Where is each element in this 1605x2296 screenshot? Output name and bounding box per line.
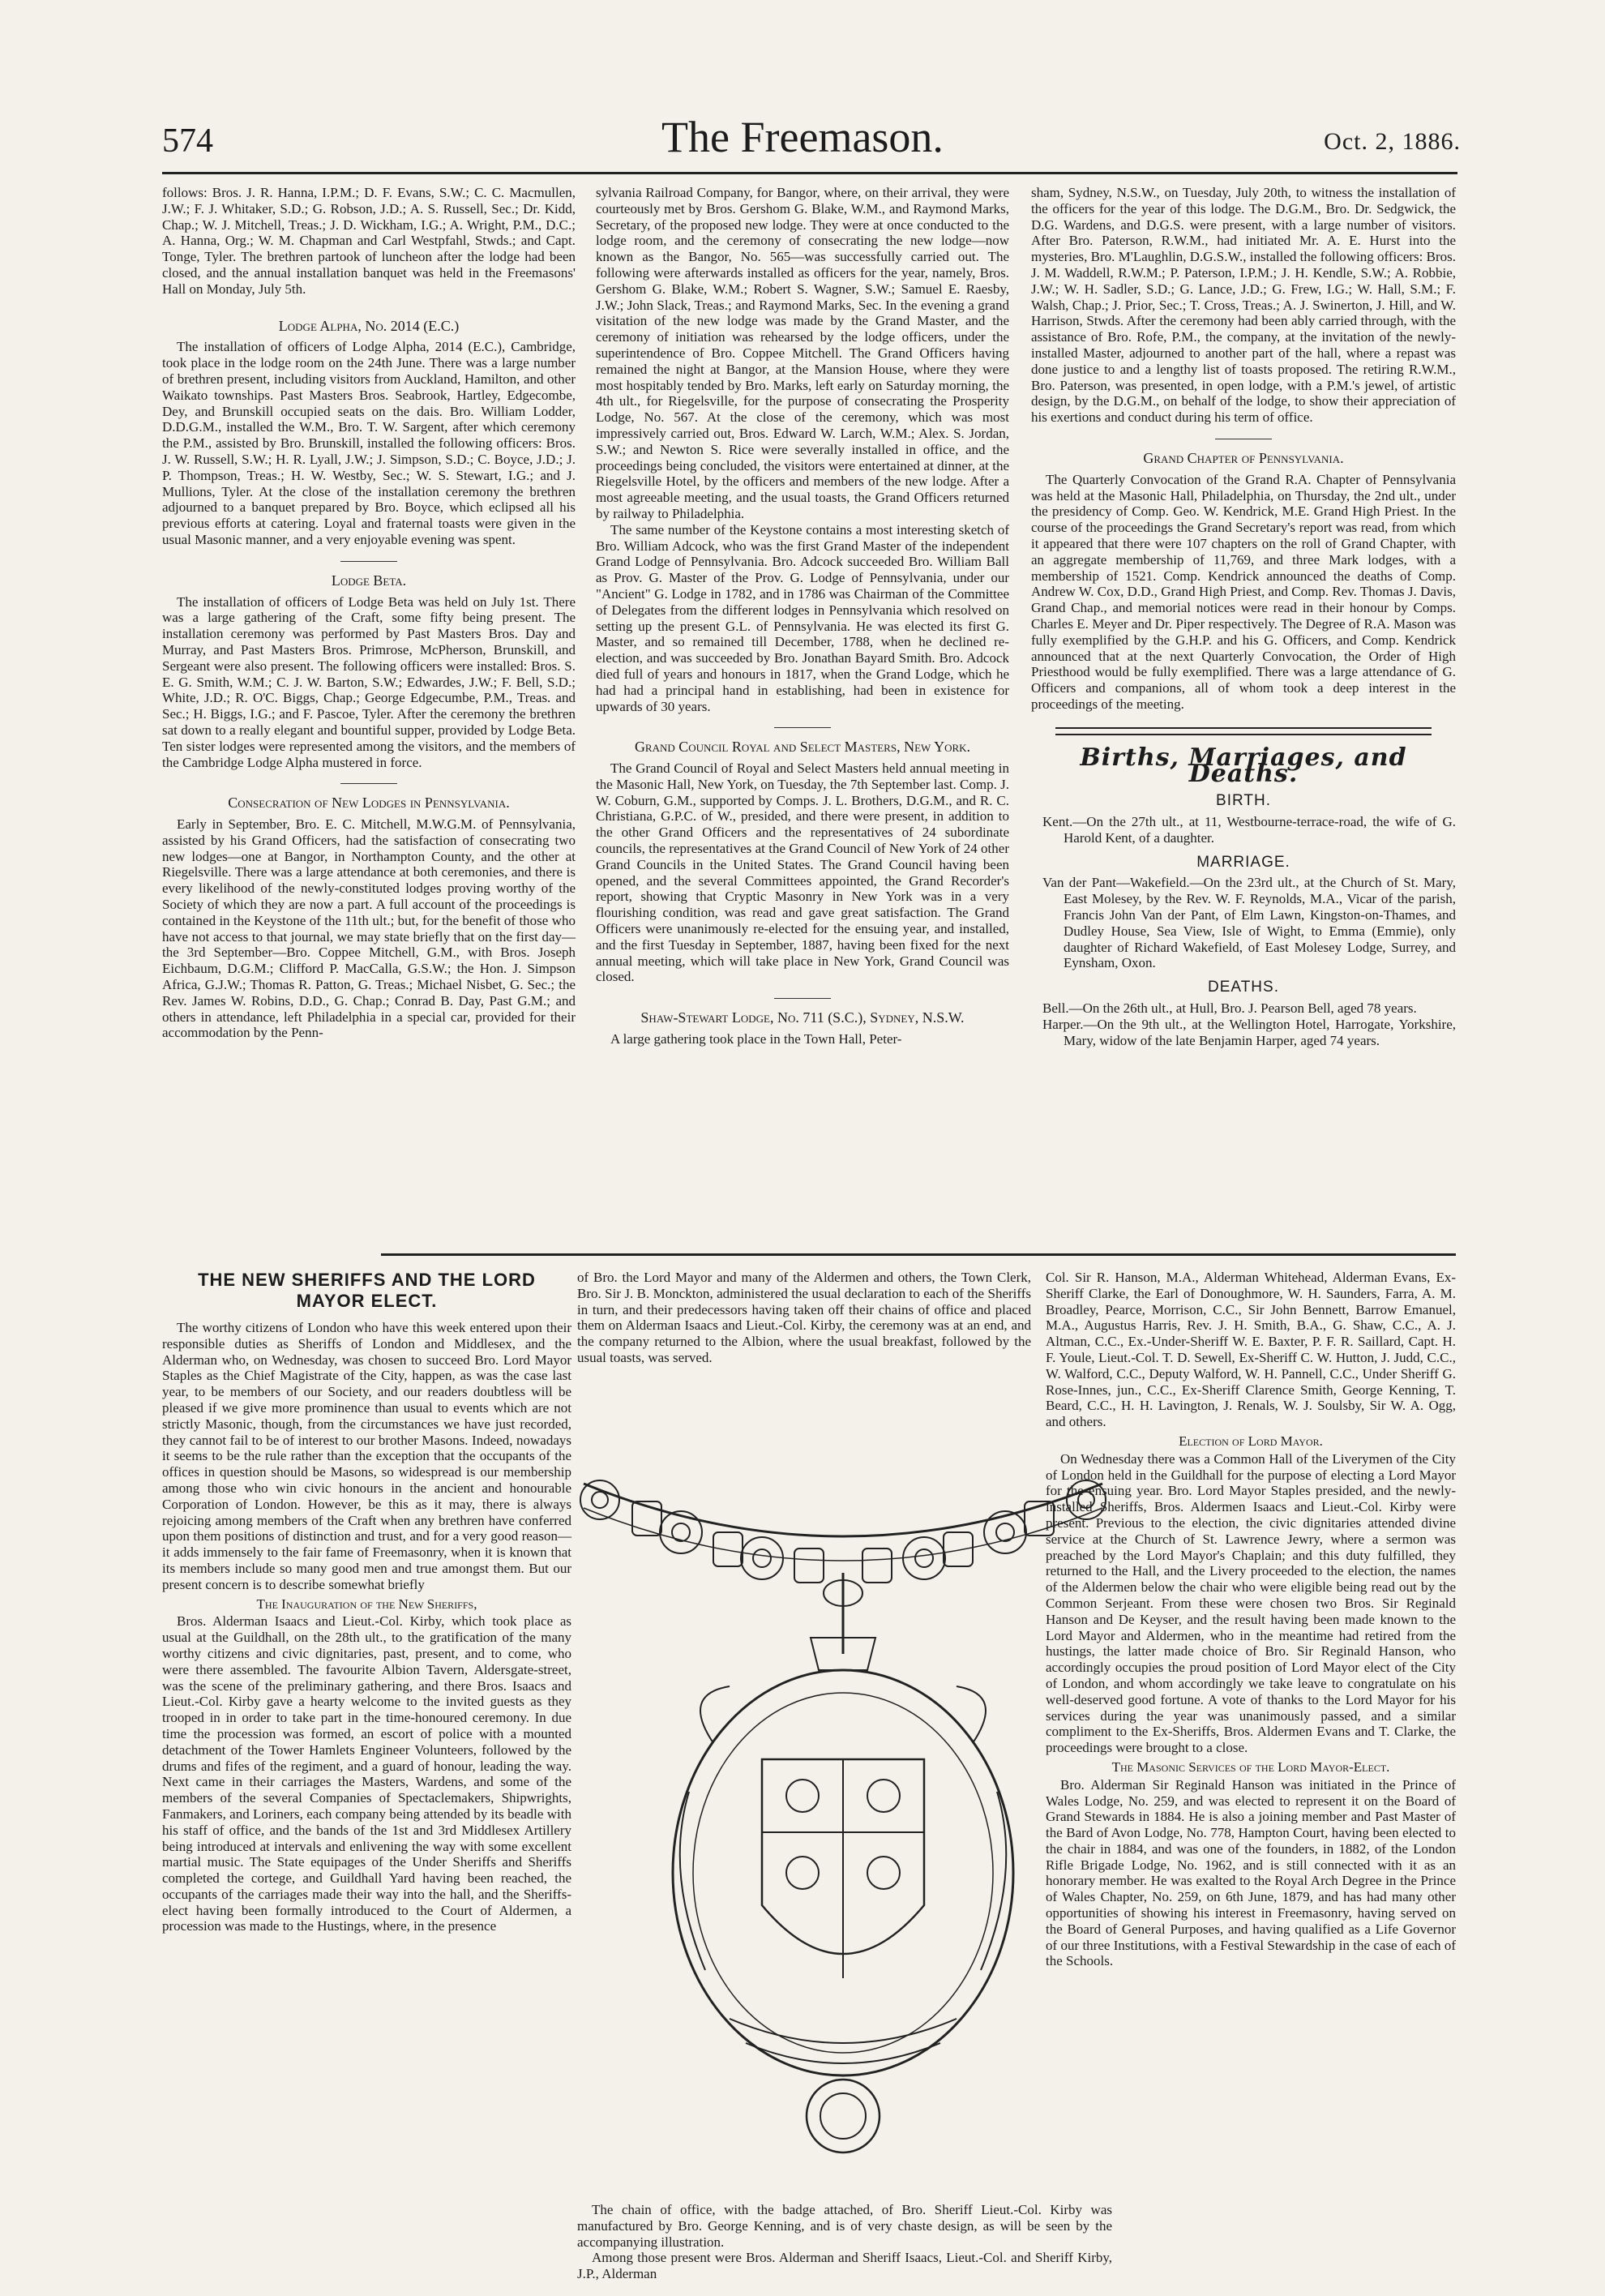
marriage-label: MARRIAGE. <box>1196 853 1290 871</box>
deaths-label: DEATHS. <box>1208 979 1279 996</box>
grand-council-heading: Grand Council Royal and Select Masters, New York. <box>634 739 971 756</box>
attendees-continued: Col. Sir R. Hanson, M.A., Alderman Whitehead, Alderman Evans, Ex-Sheriff Clarke, the Earl of Donoughmore, W. H. Saunders, Farra, A. M. Broadley, Pearce, Morrison, C.C., Sir John Bennett, Barrow Emanuel, M.A., Augustus Harris, Rev. J. H. Smith, B.A., G. Shaw, C.C., A. J. Altman, C.C., Ex.-Under-Sheriff W. E. Baxter, P. F. R. Saillard, Capt. H. F. Youle, Lieut.-Col. T. D. Sewell, Ex-Sheriff C. W. Hutton, J. Judd, C.C., W. Walford, C.C., Deputy Walford, W. H. Pannell, C.C., Under Sheriff G. Rose-Innes, jun., C.C., Ex-Sheriff Clarence Smith, George Kenning, T. Beard, C.C., H. H. Lavington, J. Renals, W. J. Soulsby, Sir W. A. Ogg, and others. <box>1046 1270 1456 1430</box>
death-entry: Harper.—On the 9th ult., at the Wellington Hotel, Harrogate, Yorkshire, Mary, widow of the late Benjamin Harper, aged 74 years. <box>1042 1016 1456 1048</box>
lodge-alpha-text: The installation of officers of Lodge Alpha, 2014 (E.C.), Cambridge, took place in the lodge room on the 24th June. There was a large number of brethren present, including visitors from Auckland, Hamilton, and other Waikato townships. Past Masters Bros. Seabrook, Hartley, Edgecombe, Dey, and Brunskill occupied seats on the dais. Bro. William Lodder, D.D.G.M., installed the W.M., Bro. T. W. Sargent, after which ceremony the P.M., assisted by Bro. Brunskill, installed the following officers: Bros. J. W. Russell, S.W.; H. R. Lyall, J.W.; J. Simpson, S.D.; C. Boyce, J.D.; J. P. Thompson, Treas.; H. W. Westby, Sec.; W. S. Stewart, I.G.; and J. Mullions, Tyler. At the close of the installation ceremony the brethren adjourned to a banquet prepared by Bro. Boyce, which eclipsed all his previous efforts at catering. Loyal and fraternal toasts were given in the usual Masonic manner, and a very enjoyable evening was spent. <box>162 339 576 547</box>
lower-column-1 <box>162 1270 571 1934</box>
election-text: On Wednesday there was a Common Hall of the Liverymen of the City of London held in the Guildhall for the purpose of electing a Lord Mayor for the ensuing year. Bro. Lord Mayor Staples presided, and the newly-installed Sheriffs, Bros. Aldermen Isaacs and Lieut.-Col. Kirby were present. Previous to the election, the civic dignitaries attended divine service at the Church of St. Lawrence Jewry, where a sermon was preached by the Lord Mayor's Chaplain; and this duty fulfilled, they returned to the Hall, and the Livery proceeded to the election, the names of the Aldermen below the chair who were eligible being read out by the Common Serjeant. From these were chosen two Bros. Sir Reginald Hanson and De Keyser, and the result having been made known to the Lord Mayor and Aldermen, who in the meantime had retired from the hustings, the latter made choice of Bro. Sir Reginald Hanson, who accordingly occupies the proud position of Lord Mayor elect of the City of London, and whom accordingly we take leave to congratulate on his well-deserved good fortune. A vote of thanks to the Lord Mayor for his services during the year was unanimously passed, and a similar compliment to the Ex-Sheriffs, Bros. Aldermen Evans and T. Clarke, the proceedings were brought to a close. <box>1046 1450 1456 1756</box>
shaw-stewart-heading: Shaw-Stewart Lodge, No. 711 (S.C.), Sydney, N.S.W. <box>640 1009 965 1026</box>
death-entry: Bell.—On the 26th ult., at Hull, Bro. J. Pearson Bell, aged 78 years. <box>1042 1000 1417 1017</box>
election-heading: Election of Lord Mayor. <box>1179 1433 1323 1449</box>
pennsylvania-heading: Consecration of New Lodges in Pennsylvania. <box>228 795 510 812</box>
grand-chapter-text: The Quarterly Convocation of the Grand R.A. Chapter of Pennsylvania was held at the Masonic Hall, Philadelphia, on Thursday, the 2nd ult., under the presidency of Comp. Geo. W. Kendrick, M.E. Grand High Priest. In the course of the proceedings the Grand Secretary's report was read, from which it appeared that there were 107 chapters on the roll of Grand Chapter, with an aggregate membership of 11,769, and three Mark lodges, with a membership of 1521. Comp. Kendrick announced the deaths of Comp. Andrew W. Cox, D.D., Grand High Priest, and Comp. Rev. Thomas J. Davis, Grand Chap., and memorial notices were read in their honour by Comps. Charles E. Meyer and Dr. Piper respectively. The Degree of R.A. Mason was fully exemplified by the G.H.P. and his G. Officers, and Comp. Kendrick announced that at the next Quarterly Convocation, the Order of High Priesthood would be fully exemplified. There was a large attendance of G. Officers and companions, all of whom took a deep interest in the proceedings of the meeting. <box>1031 471 1456 712</box>
masonic-services-text: Bro. Alderman Sir Reginald Hanson was initiated in the Prince of Wales Lodge, No. 259, and was elected to represent it on the Board of Grand Stewards in 1884. He is also a joining member and Past Master of the Bard of Avon Lodge, No. 778, Hampton Court, having been elected to the chair in 1884, and was one of the founders, in 1882, of the London Rifle Brigade Lodge, No. 1962, and is still connected with it as an honorary member. He was exalted to the Royal Arch Degree in the Prince of Wales Chapter, No. 259, on 6th June, 1879, and has had many other opportunities of showing his interest in Freemasonry, having served on the Board of General Purposes, and having qualified as a Life Governor of our three Institutions, with a Festival Stewardship in the case of each of the Schools. <box>1046 1776 1456 1969</box>
marriage-entry: Van der Pant—Wakefield.—On the 23rd ult., at the Church of St. Mary, East Molesey, by the Rev. W. F. Reynolds, M.A., Vicar of the parish, Francis John Van der Pant, of Elm Lawn, Kingston-on-Thames, and Dudley House, Sea View, Isle of Wight, to Emma (Emmie), only daughter of Richard Wakefield, of East Molesey Lodge, Surrey, and Eynsham, Oxon. <box>1042 875 1456 971</box>
double-rule <box>1055 727 1432 735</box>
inauguration-heading: The Inauguration of the New Sheriffs, <box>256 1596 477 1612</box>
lower-column-2 <box>577 1270 1031 1366</box>
section-rule <box>381 1253 1456 1256</box>
column-1-intro: follows: Bros. J. R. Hanna, I.P.M.; D. F. Evans, S.W.; C. C. Macmullen, J.W.; F. J. Whitaker, S.D.; G. Robson, J.D.; A. S. Russell, Sec.; Dr. Kidd, Chap.; W. J. Mitchell, Treas.; J. D. Wickham, I.G.; A. Wright, P.M., D.C.; A. Hanna, Org.; W. M. Chapman and Carl Westpfahl, Stwds.; and Capt. Tonge, Tyler. The brethren partook of luncheon after the lodge had been closed, and the annual installation banquet was held in the Freemasons' Hall on Monday, July 5th. <box>162 185 576 297</box>
chain-of-office-illustration <box>567 1451 1119 2197</box>
inauguration-text: Bros. Alderman Isaacs and Lieut.-Col. Kirby, which took place as usual at the Guildhall, on the 28th ult., to the gratification of the many worthy citizens and civic dignitaries, past, present, and to come, who were there assembled. The favourite Albion Tavern, Aldersgate-street, was the scene of the preliminary gathering, and there Bros. Isaacs and Lieut.-Col. Kirby gave a hearty welcome to the invited guests as they trooped in in order to take part in the time-honoured ceremony. In due time the procession was formed, an escort of police with a mounted detachment of the Tower Hamlets Engineer Volunteers, followed by the drums and fifes of the regiment, and a guard of honour, leading the way. Next came in their carriages the Masters, Wardens, and some of the members of the several Companies of Spectaclemakers, Shipwrights, Fanmakers, and Loriners, each company being attended by its beadle with his staff of office, and the bands of the 1st and 3rd Middlesex Artillery being introduced at intervals and enlivening the way with some excellent martial music. The State equipages of the Under Sheriffs and Sheriffs completed the cortege, and Guildhall Yard having been reached, the occupants of the carriages made their way into the hall, and the Sheriffs-elect having been formally introduced to the Court of Aldermen, a procession was made to the Hustings, where, in the presence <box>162 1613 571 1934</box>
lodge-beta-text: The installation of officers of Lodge Beta was held on July 1st. There was a large gathering of the Craft, some fifty being present. The installation ceremony was performed by Past Masters Bros. Day and Murray, and Past Masters Bros. Primrose, McPherson, Brunskill, and Sergeant were also present. The following officers were installed: Bros. S. E. G. Smith, W.M.; C. J. W. Barton, S.W.; Edwardes, J.W.; F. Bell, S.D.; White, J.D.; R. O'C. Biggs, Chap.; George Edgecumbe, P.M., Treas. and Sec.; H. Biggs, I.G.; and F. Pascoe, Tyler. After the ceremony the brethren sat down to a really elegant and bountiful supper, provided by Lodge Beta. Ten sister lodges were represented among the visitors, and the members of the Cambridge Lodge Alpha mustered in force. <box>162 593 576 770</box>
article-title: THE NEW SHERIFFS AND THE LORD MAYOR ELECT. <box>198 1270 536 1311</box>
column-2 <box>596 185 1009 1047</box>
section-divider <box>340 783 397 784</box>
birth-label: BIRTH. <box>1216 792 1271 810</box>
section-divider <box>774 727 831 728</box>
shaw-stewart-text: A large gathering took place in the Town Hall, Peter- <box>610 1031 902 1047</box>
grand-council-text: The Grand Council of Royal and Select Masters held annual meeting in the Masonic Hall, New York, on Tuesday, the 7th September last. Comp. J. W. Coburn, G.M., supported by Comps. J. L. Brothers, D.G.M., and R. C. Christiana, G.P.C. of W., presided, and there were present, in addition to the other Grand Officers and the representatives of 24 subordinate councils, the representatives at the Grand Council of New York of 24 other Grand Councils in the United States. The Grand Council having been opened, and the several Committees appointed, the Grand Recorder's report, showing that Cryptic Masonry in New York was in a very flourishing condition, was read and gave great satisfaction. The Grand Officers were unanimously re-elected for the ensuing year, and installed, and the first Tuesday in September, 1887, having been fixed for the next annual meeting, which will take place in New York, Grand Council was closed. <box>596 760 1009 985</box>
page-number: 574 <box>162 122 213 160</box>
birth-entry: Kent.—On the 27th ult., at 11, Westbourne-terrace-road, the wife of G. Harold Kent, of a daughter. <box>1042 814 1456 846</box>
lower-column-3 <box>1046 1270 1456 1969</box>
chain-link-rose <box>580 1480 1106 1579</box>
section-divider <box>774 998 831 999</box>
sheriffs-intro-text: The worthy citizens of London who have this week entered upon their responsible duties as Sheriffs of London and Middlesex, and the Alderman who, on Wednesday, was chosen to succeed Bro. Lord Mayor Staples as the Chief Magistrate of the City, happen, as was the case last year, to be members of our Society, and our readers doubtless will be pleased if we give more prominence than usual to events which are not strictly Masonic, though, from the circumstances we have just recorded, they cannot fail to be of interest to our brother Masons. Indeed, nowadays it seems to be the rule rather than the exception that the occupants of the offices in question should be Masons, so widespread is our membership among those who win civic honours in the ancient and honourable Corporation of London. However, be this as it may, there is always rejoicing among members of the Craft when any brethren have conferred upon them positions of distinction and trust, and for a very good reason—it adds immensely to the fair fame of Freemasonry, when it is known that its members include so many good men and true amongst them. But our present concern is to describe somewhat briefly <box>162 1320 571 1592</box>
declaration-text: of Bro. the Lord Mayor and many of the Aldermen and others, the Town Clerk, Bro. Sir J. B. Monckton, administered the usual declaration to each of the Sheriffs in turn, and their predecessors having taken off their chains of office and placed them on Alderman Isaacs and Lieut.-Col. Kirby, the ceremony was at an end, and the company returned to the Albion, where the usual breakfast, followed by the usual toasts, was served. <box>577 1270 1031 1365</box>
grand-chapter-heading: Grand Chapter of Pennsylvania. <box>1143 449 1344 466</box>
illustration-caption <box>577 2202 1112 2282</box>
chain-engraving <box>567 1451 1119 2197</box>
section-divider <box>340 561 397 562</box>
lodge-alpha-heading: Lodge Alpha, No. 2014 (E.C.) <box>278 317 460 334</box>
caption-text: The chain of office, with the badge attached, of Bro. Sheriff Lieut.-Col. Kirby was manufactured by Bro. George Kenning, and is of very chaste design, as will be seen by the accompanying illustration. <box>577 2202 1112 2250</box>
sydney-text: sham, Sydney, N.S.W., on Tuesday, July 20th, to witness the installation of the officers for the year of this lodge. The D.G.M., Bro. Dr. Sedgwick, the D.G. Wardens, and D.G.S. were present, with a large number of visitors. After Bro. Paterson, R.W.M., had initiated Mr. A. E. Hurst into the mysteries, Bro. M'Laughlin, D.G.S.W., installed the following officers: Bros. J. M. Waddell, R.W.M.; P. Paterson, I.P.M.; J. H. Kendle, S.W.; A. Robbie, J.W.; W. H. Sadler, S.D.; G. Lance, J.D.; G. Frew, I.G.; W. Hall, S.M.; F. Walsh, Chap.; J. Prior, Sec.; T. Cross, Treas.; A. J. Swinerton, J. Hill, and W. Harrison, Stwds. After the ceremony had been ably carried through, with the assistance of Bro. Rofe, P.M., the company, at the invitation of the newly-installed Master, adjourned to another part of the hall, where a repast was done justice to and a lengthy list of toasts proposed. The retiring R.W.M., Bro. Paterson, was presented, in open lodge, with a P.M.'s jewel, of artistic design, by the D.G.M., on behalf of the lodge, to show their appreciation of his exertions and conduct during his term of office. <box>1031 185 1456 426</box>
issue-date: Oct. 2, 1886. <box>1324 128 1461 155</box>
adcock-text: The same number of the Keystone contains a most interesting sketch of Bro. William Adcock, who was the first Grand Master of the independent Grand Lodge of Pennsylvania. Bro. Adcock succeeded Bro. William Ball as Prov. G. Master of the Prov. G. Lodge of Pennsylvania, under our "Ancient" G. Lodge in 1782, and in 1786 was Chairman of the Committee of Delegates from the different lodges in Pennsylvania which resolved on setting up the present G.L. of Pennsylvania. He was elected its first G. Master, and so remained till December, 1788, when he declined re-election, and was succeeded by Bro. Jonathan Bayard Smith. Bro. Adcock died full of years and honours in 1817, when the Grand Lodge, which he had had a principal hand in establishing, had been in existence for upwards of 30 years. <box>596 521 1009 714</box>
masonic-services-heading: The Masonic Services of the Lord Mayor-Elect. <box>1111 1758 1390 1775</box>
masthead-title: The Freemason. <box>661 113 944 161</box>
pennsylvania-text: Early in September, Bro. E. C. Mitchell, M.W.G.M. of Pennsylvania, assisted by his Grand Officers, had the satisfaction of consecrating two new lodges—one at Bangor, in Northampton County, and the other at Riegelsville. There was a large attendance at both ceremonies, and there is every likelihood of the newly-constituted lodges proving worthy of the Society of which they are now a part. A full account of the proceedings is contained in the Keystone of the 11th ult.; but, for the benefit of those who have not access to that journal, we may state briefly that on the first day—the 3rd September—Bro. Coppee Mitchell, G.M., with Bros. Joseph Eichbaum, D.G.M.; Clifford P. MacCalla, G.S.W.; the Hon. J. Simpson Africa, G.J.W.; Thomas R. Patton, G. Treas.; Michael Nisbet, G. Sec.; the Rev. James W. Robins, D.D., G. Chap.; Conrad B. Day, Past G.M.; and others in attendance, left Philadelphia in a special car, provided for their accommodation by the Penn- <box>162 816 576 1041</box>
lodge-beta-heading: Lodge Beta. <box>331 572 407 589</box>
column-1 <box>162 185 576 1041</box>
attendees-text: Among those present were Bros. Alderman and Sheriff Isaacs, Lieut.-Col. and Sheriff Kirby, J.P., Alderman <box>577 2250 1112 2282</box>
bangor-text: sylvania Railroad Company, for Bangor, where, on their arrival, they were courteously met by Bros. Gershom G. Blake, W.M., and Raymond Marks, Secretary, of the proposed new lodge. They were at once conducted to the lodge room, and the ceremony of consecrating the new lodge—now known as the Bangor, No. 565—was successfully carried out. The following were afterwards installed as officers for the year, namely, Bros. Gershom G. Blake, W.M.; Robert S. Wagner, S.W.; Samuel E. Raesby, J.W.; John Slack, Treas.; and Raymond Marks, Sec. In the evening a grand visitation of the new lodge was made by the Grand Master, and the ceremony of initiation was rehearsed by the lodge officers, under the superintendence of Bro. Coppee Mitchell. The Grand Officers having remained the night at Bangor, at the Mansion House, where they were most hospitably tended by Bro. Marks, left early on Saturday morning, the 4th ult., for Riegelsville, for the purpose of consecrating the Prosperity Lodge, No. 567. At the close of the ceremony, which was most impressively carried out, Bros. Edward W. Larch, W.M.; Alex. S. Jordan, S.W.; and Newton S. Rice were severally installed in office, and the proceedings being concluded, the visitors were entertained at dinner, at the Riegelsville Hotel, by the officers and members of the new lodge. After a most agreeable meeting, and the usual toasts, the Grand Officers returned by railway to Philadelphia. <box>596 185 1009 521</box>
column-3 <box>1031 185 1456 1048</box>
bmd-heading: Births, Marriages, and Deaths. <box>1080 743 1407 788</box>
header-rule <box>162 172 1457 174</box>
